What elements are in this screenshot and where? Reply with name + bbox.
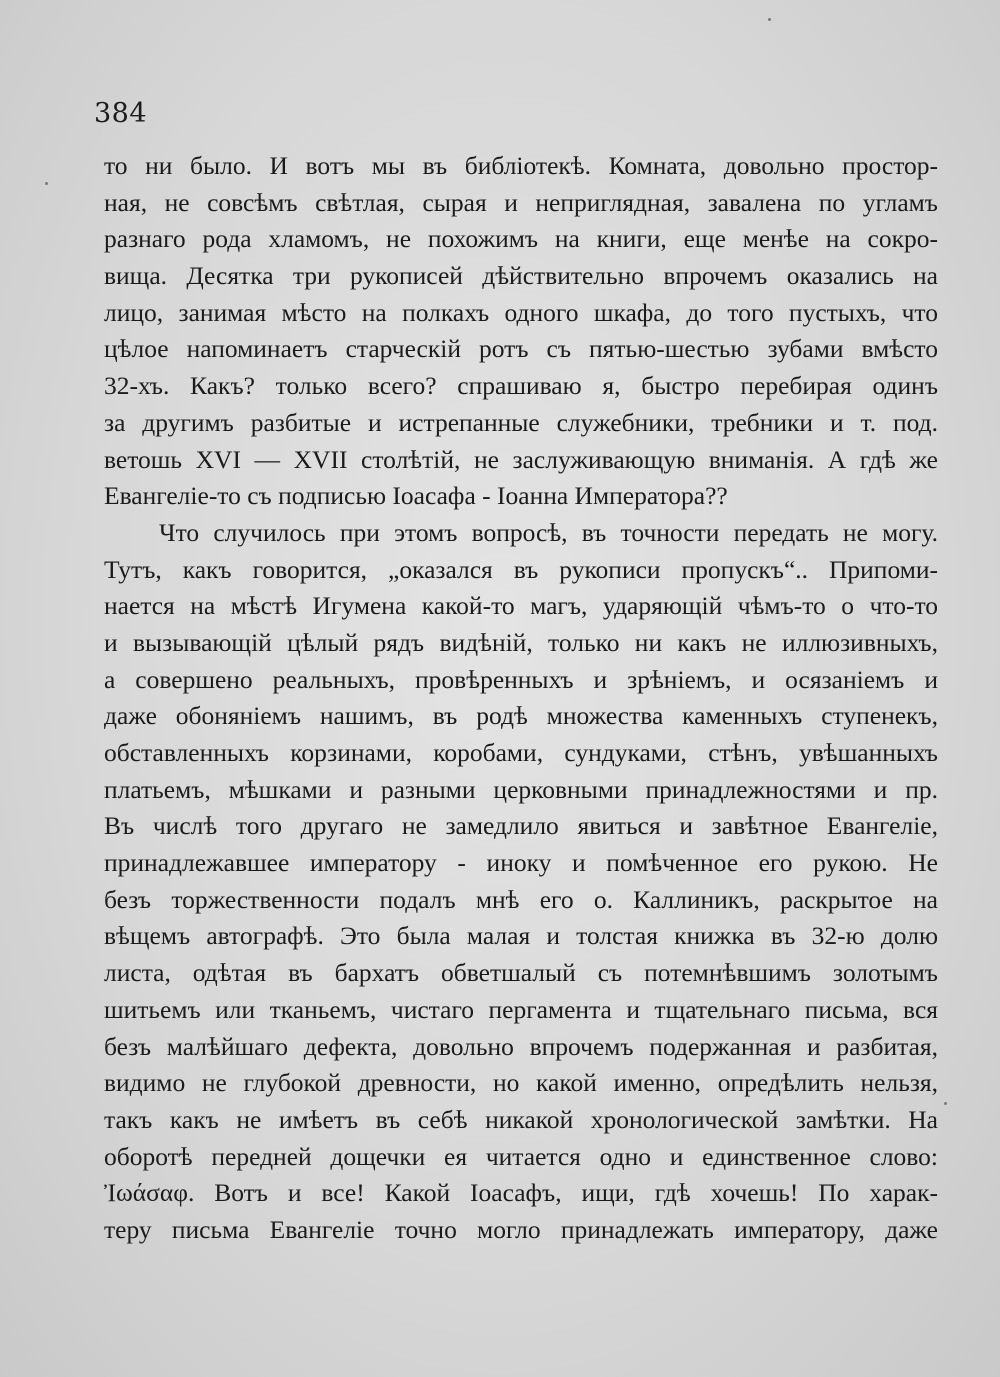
paper-speck (944, 1102, 947, 1105)
text-line: оборотѣ передней дощечки ея читается одно и единственное слово: (104, 1141, 938, 1171)
text-line: вища. Десятка три рукописей дѣйствительно впрочемъ оказались на (104, 261, 938, 291)
text-line: безъ торжественности подалъ мнѣ его о. Каллиникъ, раскрытое на (104, 884, 938, 914)
text-line: ная, не совсѣмъ свѣтлая, сырая и неприглядная, завалена по угламъ (104, 187, 938, 217)
text-line: листа, одѣтая въ бархатъ обветшалый съ потемнѣвшимъ золотымъ (104, 958, 938, 988)
text-line: даже обоняніемъ нашимъ, въ родѣ множества каменныхъ ступенекъ, (104, 701, 938, 731)
text-line: Тутъ, какъ говорится, „оказался въ рукописи пропускъ“.. Припоми- (104, 554, 938, 584)
text-line: теру письма Евангеліе точно могло принадлежать императору, даже (104, 1214, 938, 1244)
text-line: обставленныхъ корзинами, коробами, сундуками, стѣнъ, увѣшанныхъ (104, 738, 938, 767)
text-line: видимо не глубокой древности, но какой именно, опредѣлить нельзя, (104, 1068, 938, 1098)
text-line: ветошь XVI — XVII столѣтій, не заслуживающую вниманія. А гдѣ же (104, 444, 938, 474)
text-line: нается на мѣстѣ Игумена какой-то магъ, ударяющій чѣмъ-то о что-то (104, 591, 938, 621)
text-line: шитьемъ или тканьемъ, чистаго пергамента и тщательнаго письма, вся (104, 994, 938, 1024)
paper-speck (768, 18, 771, 21)
text-line: 32-хъ. Какъ? только всего? спрашиваю я, быстро перебирая одинъ (104, 371, 938, 401)
text-line: то ни было. И вотъ мы въ библіотекѣ. Комната, довольно простор- (104, 151, 938, 180)
page-number: 384 (94, 98, 148, 129)
text-line: платьемъ, мѣшками и разными церковными принадлежностями и пр. (104, 774, 938, 804)
text-line: за другимъ разбитые и истрепанные служебники, требники и т. под. (104, 407, 938, 437)
text-line: вѣщемъ автографѣ. Это была малая и толстая книжка въ 32-ю долю (104, 921, 938, 951)
text-line: такъ какъ не имѣетъ въ себѣ никакой хронологической замѣтки. На (104, 1104, 938, 1134)
paragraph-end-line: Евангеліе-то съ подписью Іоасафа - Іоанна Императора?? (104, 481, 728, 511)
text-line: принадлежавшее императору - иноку и помѣченное его рукою. Не (104, 848, 938, 878)
paragraph-start-line: Что случилось при этомъ вопросѣ, въ точности передать не могу. (159, 517, 938, 547)
text-line: а совершено реальныхъ, провѣренныхъ и зрѣніемъ, и осязаніемъ и (104, 664, 938, 694)
text-line: Въ числѣ того другаго не замедлило явиться и завѣтное Евангеліе, (104, 811, 938, 841)
text-line: и вызывающій цѣлый рядъ видѣній, только ни какъ не иллюзивныхъ, (104, 627, 938, 657)
body-text (104, 148, 938, 1249)
text-line: цѣлое напоминаетъ старческій ротъ съ пятью-шестью зубами вмѣсто (104, 334, 938, 364)
text-line: Ἰωάσαφ. Вотъ и все! Какой Іоасафъ, ищи, гдѣ хочешь! По харак- (104, 1178, 938, 1208)
text-line: разнаго рода хламомъ, не похожимъ на книги, еще менѣе на сокро- (104, 224, 938, 254)
text-line: безъ малѣйшаго дефекта, довольно впрочемъ подержанная и разбитая, (104, 1031, 938, 1061)
paper-speck (45, 182, 48, 185)
text-line: лицо, занимая мѣсто на полкахъ одного шкафа, до того пустыхъ, что (104, 297, 938, 327)
